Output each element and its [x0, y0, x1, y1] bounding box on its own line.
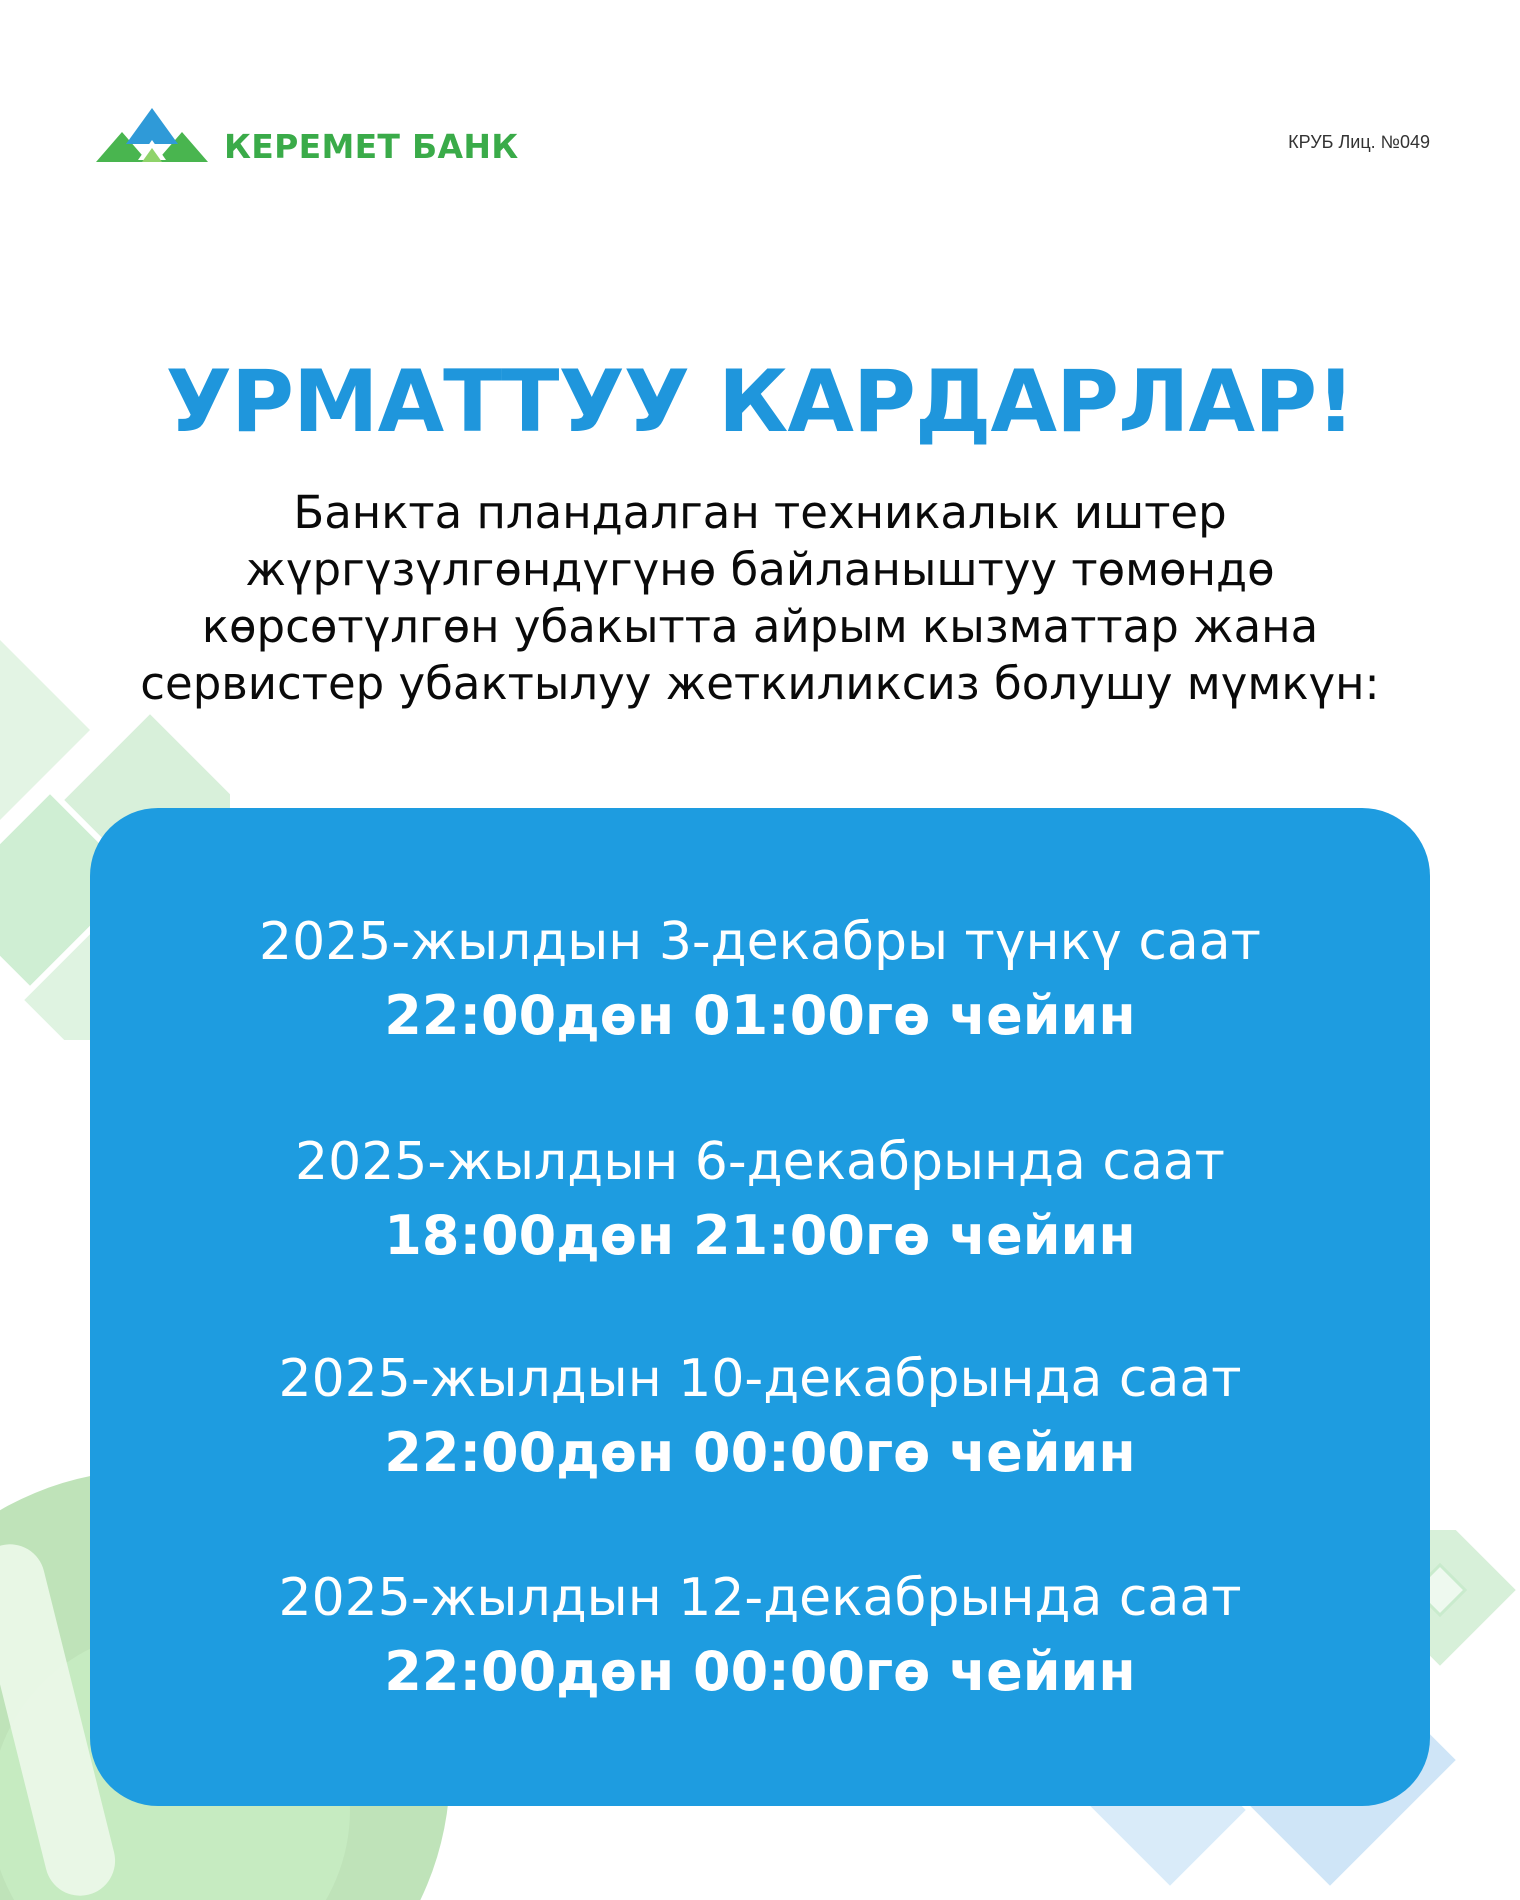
schedule-date: 2025-жылдын 10-декабрында саат	[278, 1349, 1242, 1409]
mountain-logo-icon	[96, 104, 208, 174]
bank-logo	[96, 104, 519, 174]
schedule-entry	[90, 1562, 1430, 1710]
bank-name: КЕРЕМЕТ БАНК	[224, 126, 519, 166]
schedule-date: 2025-жылдын 12-декабрында саат	[278, 1568, 1242, 1628]
schedule-entry	[90, 1343, 1430, 1491]
schedule-time: 22:00дөн 01:00гө чейин	[384, 984, 1136, 1047]
schedule-entry	[90, 906, 1430, 1054]
page-title: УРМАТТУУ КАРДАРЛАР!	[165, 352, 1355, 452]
schedule-time: 22:00дөн 00:00гө чейин	[384, 1421, 1136, 1484]
schedule-time: 18:00дөн 21:00гө чейин	[384, 1204, 1136, 1267]
schedule-panel	[90, 808, 1430, 1806]
license-number: КРУБ Лиц. №049	[1288, 132, 1430, 152]
schedule-date: 2025-жылдын 6-декабрында саат	[295, 1132, 1225, 1192]
schedule-time: 22:00дөн 00:00гө чейин	[384, 1640, 1136, 1703]
schedule-date: 2025-жылдын 3-декабры түнкү саат	[259, 912, 1261, 972]
schedule-entry	[90, 1126, 1430, 1274]
intro-text: Банкта пландалган техникалык иштер жүргүзүлгөндүгүнө байланыштуу төмөндө көрсөтүлгөн убакытта айрым кызматтар жана сервистер убактылуу жеткиликсиз болушу мүмкүн:	[140, 486, 1380, 710]
